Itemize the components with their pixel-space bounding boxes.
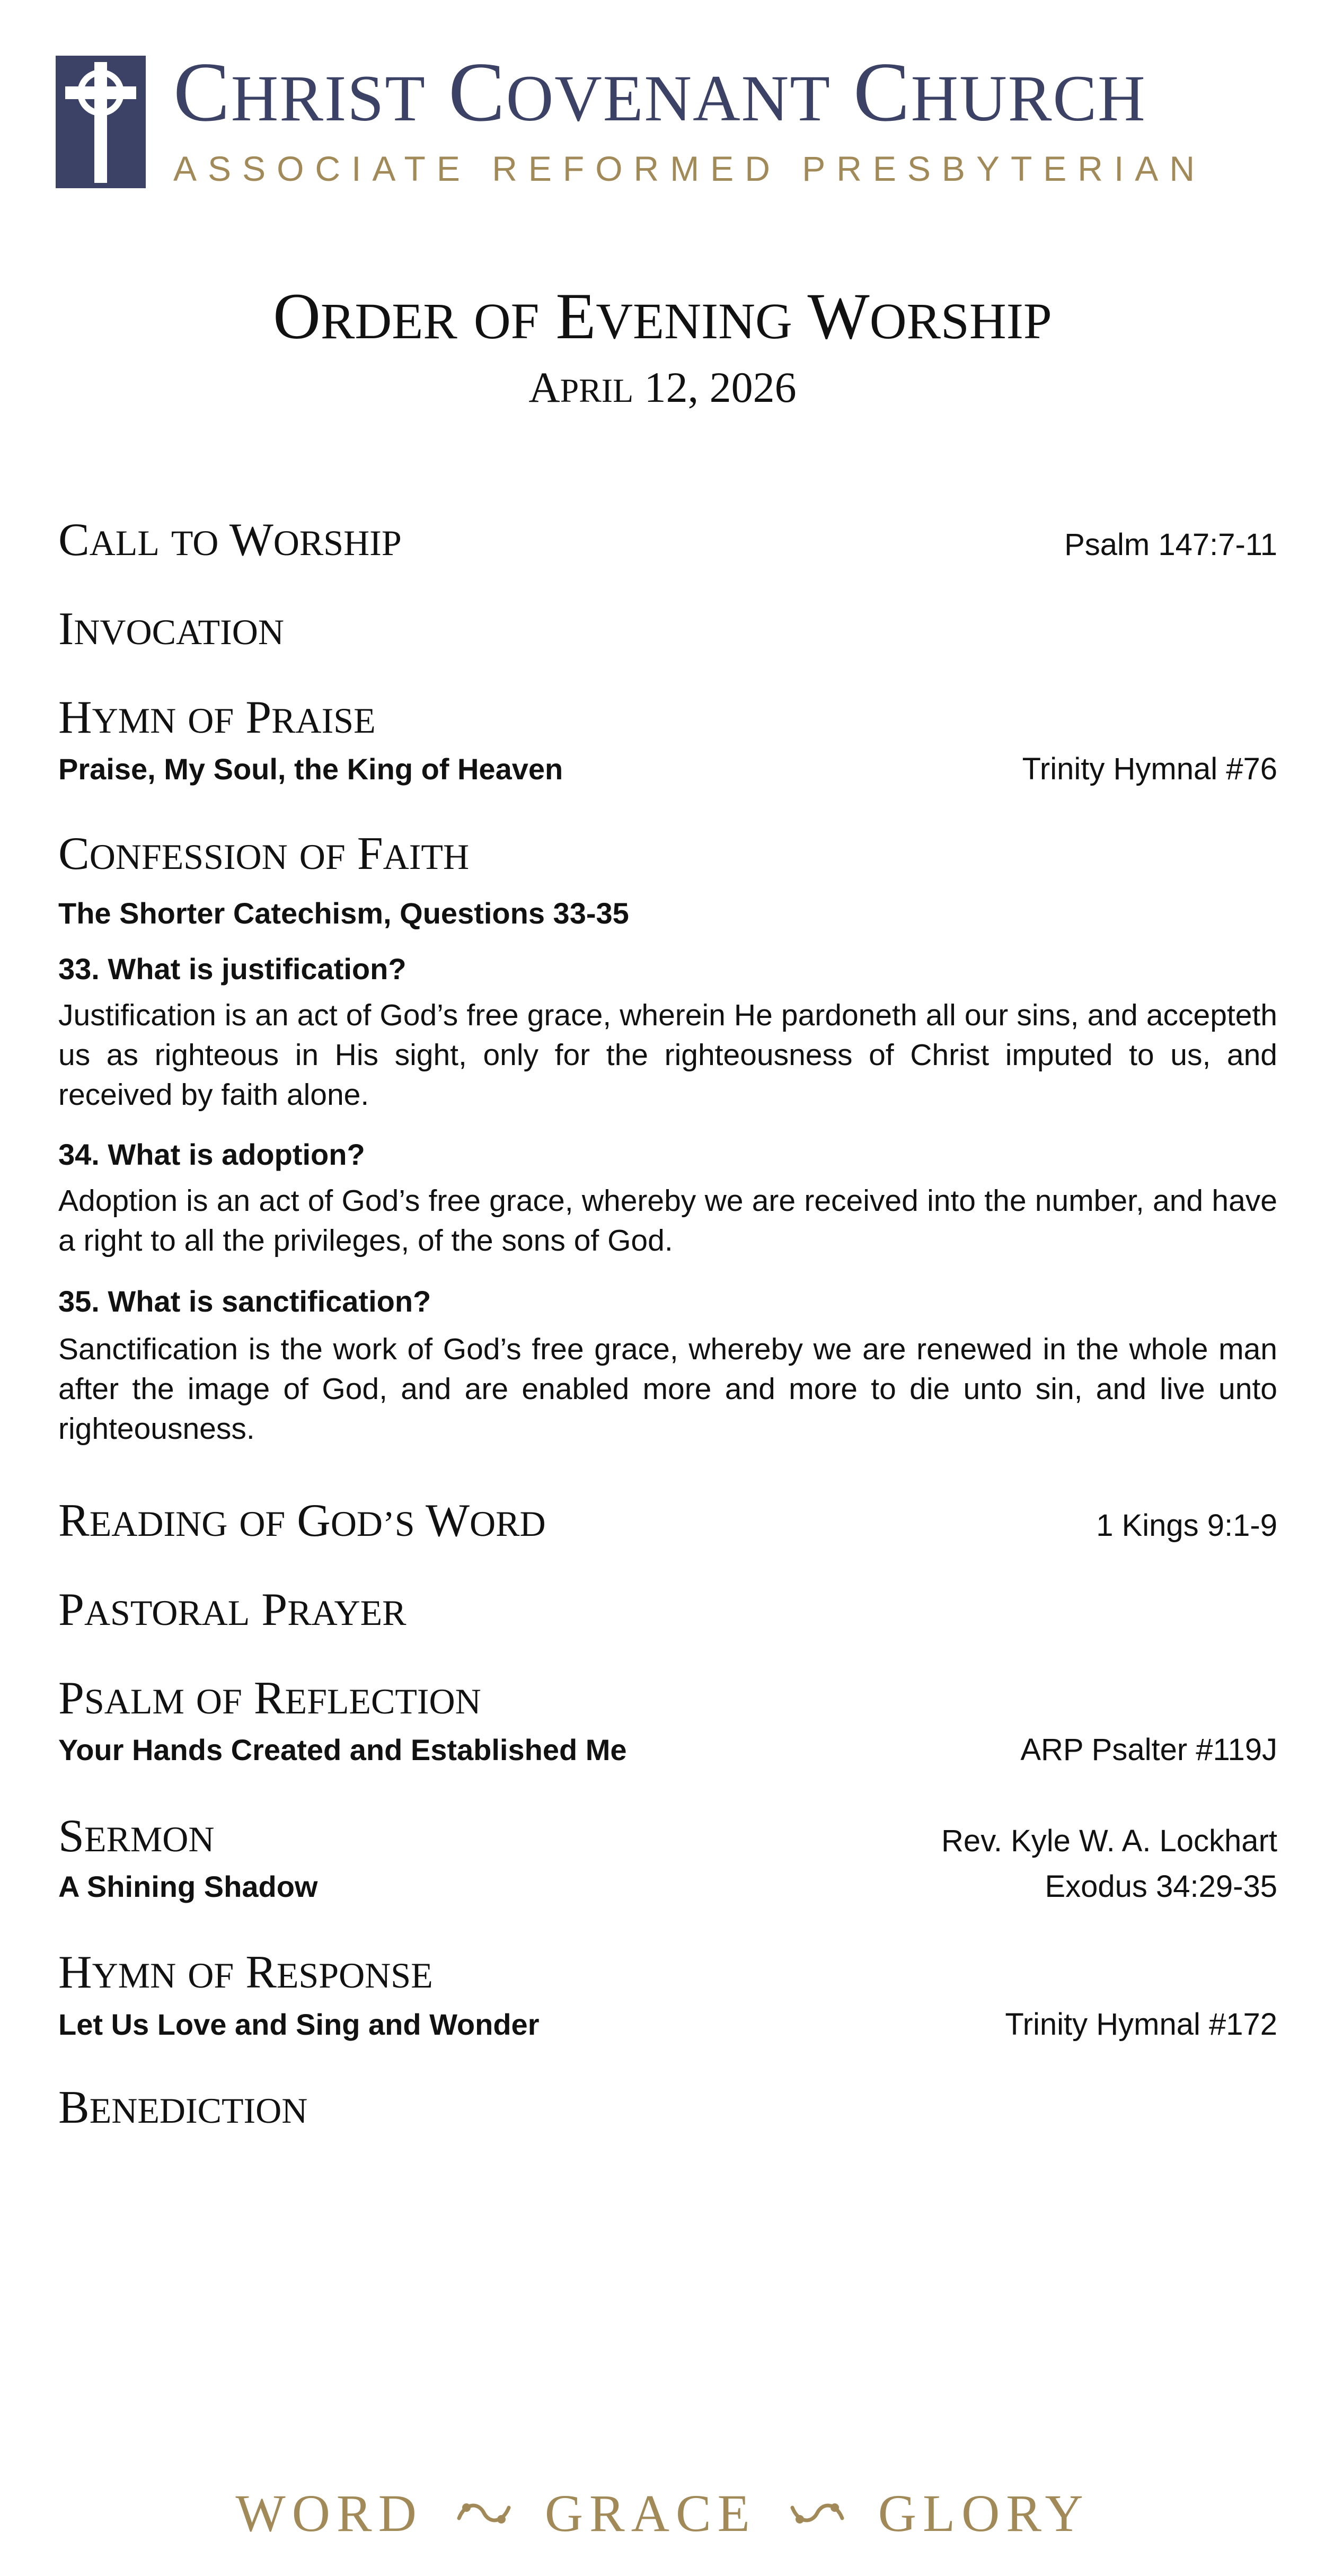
sermon (58, 1810, 1277, 1866)
church-name: CHRIST COVENANT CHURCH (173, 45, 1146, 139)
catechism-source: The Shorter Catechism, Questions 33-35 (58, 896, 629, 930)
preacher-name: Rev. Kyle W. A. Lockhart (941, 1824, 1277, 1858)
call-to-worship (58, 514, 1277, 570)
celtic-cross-icon (56, 56, 146, 188)
hymn-of-response-detail (58, 2009, 1277, 2040)
section-heading: PSALM OF REFLECTION (58, 1673, 481, 1724)
scripture-reference: Exodus 34:29-35 (1045, 1869, 1277, 1904)
section-heading: READING OF GOD’S WORD (58, 1495, 546, 1546)
section-heading: INVOCATION (58, 603, 284, 655)
section-heading: HYMN OF PRAISE (58, 692, 376, 743)
church-logo (56, 45, 1275, 194)
psalm-title: Your Hands Created and Established Me (58, 1733, 627, 1766)
catechism-question: 33. What is justification? (58, 952, 407, 986)
hymn-title: Praise, My Soul, the King of Heaven (58, 752, 563, 786)
sermon-detail (58, 1871, 1277, 1902)
motto-word: WORD (235, 2483, 423, 2543)
catechism-answer: Justification is an act of God’s free grace, wherein He pardoneth all our sins, and accepteth us as righteous in His sight, only for the righteousness of Christ imputed to us, and received by faith alone. (58, 998, 1277, 1112)
catechism-answer: Sanctification is the work of God’s free grace, whereby we are renewed in the whole man after the image of God, and are enabled more and more to die unto sin, and live unto righteousness. (58, 1332, 1277, 1446)
catechism-answer: Adoption is an act of God’s free grace, whereby we are received into the number, and have a right to all the privileges, of the sons of God. (58, 1184, 1277, 1258)
catechism-question: 35. What is sanctification? (58, 1285, 431, 1318)
scripture-reference: Psalm 147:7-11 (1064, 527, 1277, 562)
section-heading: CALL TO WORSHIP (58, 514, 402, 566)
sermon-title: A Shining Shadow (58, 1870, 318, 1903)
hymn-of-response (58, 1949, 1277, 2002)
psalm-detail (58, 1735, 1277, 1765)
benediction (58, 2082, 1277, 2138)
section-heading: PASTORAL PRAYER (58, 1584, 407, 1636)
invocation (58, 603, 1277, 659)
reading-of-gods-word (58, 1495, 1277, 1551)
catechism-question: 34. What is adoption? (58, 1138, 365, 1171)
section-heading: HYMN OF RESPONSE (58, 1947, 433, 1998)
hymnal-reference: Trinity Hymnal #76 (1022, 752, 1277, 786)
psalter-reference: ARP Psalter #119J (1020, 1733, 1277, 1767)
page-title: ORDER OF EVENING WORSHIP (273, 280, 1052, 353)
service-date: APRIL 12, 2026 (528, 363, 797, 411)
church-subtitle: ASSOCIATE REFORMED PRESBYTERIAN (173, 149, 1206, 188)
motto-word: GLORY (878, 2483, 1090, 2543)
pastoral-prayer (58, 1584, 1277, 1640)
psalm-of-reflection (58, 1675, 1277, 1728)
hymn-title: Let Us Love and Sing and Wonder (58, 2008, 540, 2041)
confession-of-faith (58, 828, 1277, 884)
section-heading: CONFESSION OF FAITH (58, 828, 470, 880)
fleuron-icon (788, 2497, 846, 2529)
fleuron-icon (455, 2497, 513, 2529)
hymnal-reference: Trinity Hymnal #172 (1005, 2007, 1277, 2042)
scripture-reference: 1 Kings 9:1-9 (1096, 1508, 1277, 1543)
hymn-of-praise-detail (58, 754, 1277, 785)
section-heading: BENEDICTION (58, 2082, 308, 2133)
section-heading: SERMON (58, 1810, 215, 1862)
footer-motto (0, 2484, 1325, 2542)
hymn-of-praise (58, 694, 1277, 748)
motto-word: GRACE (544, 2483, 756, 2543)
